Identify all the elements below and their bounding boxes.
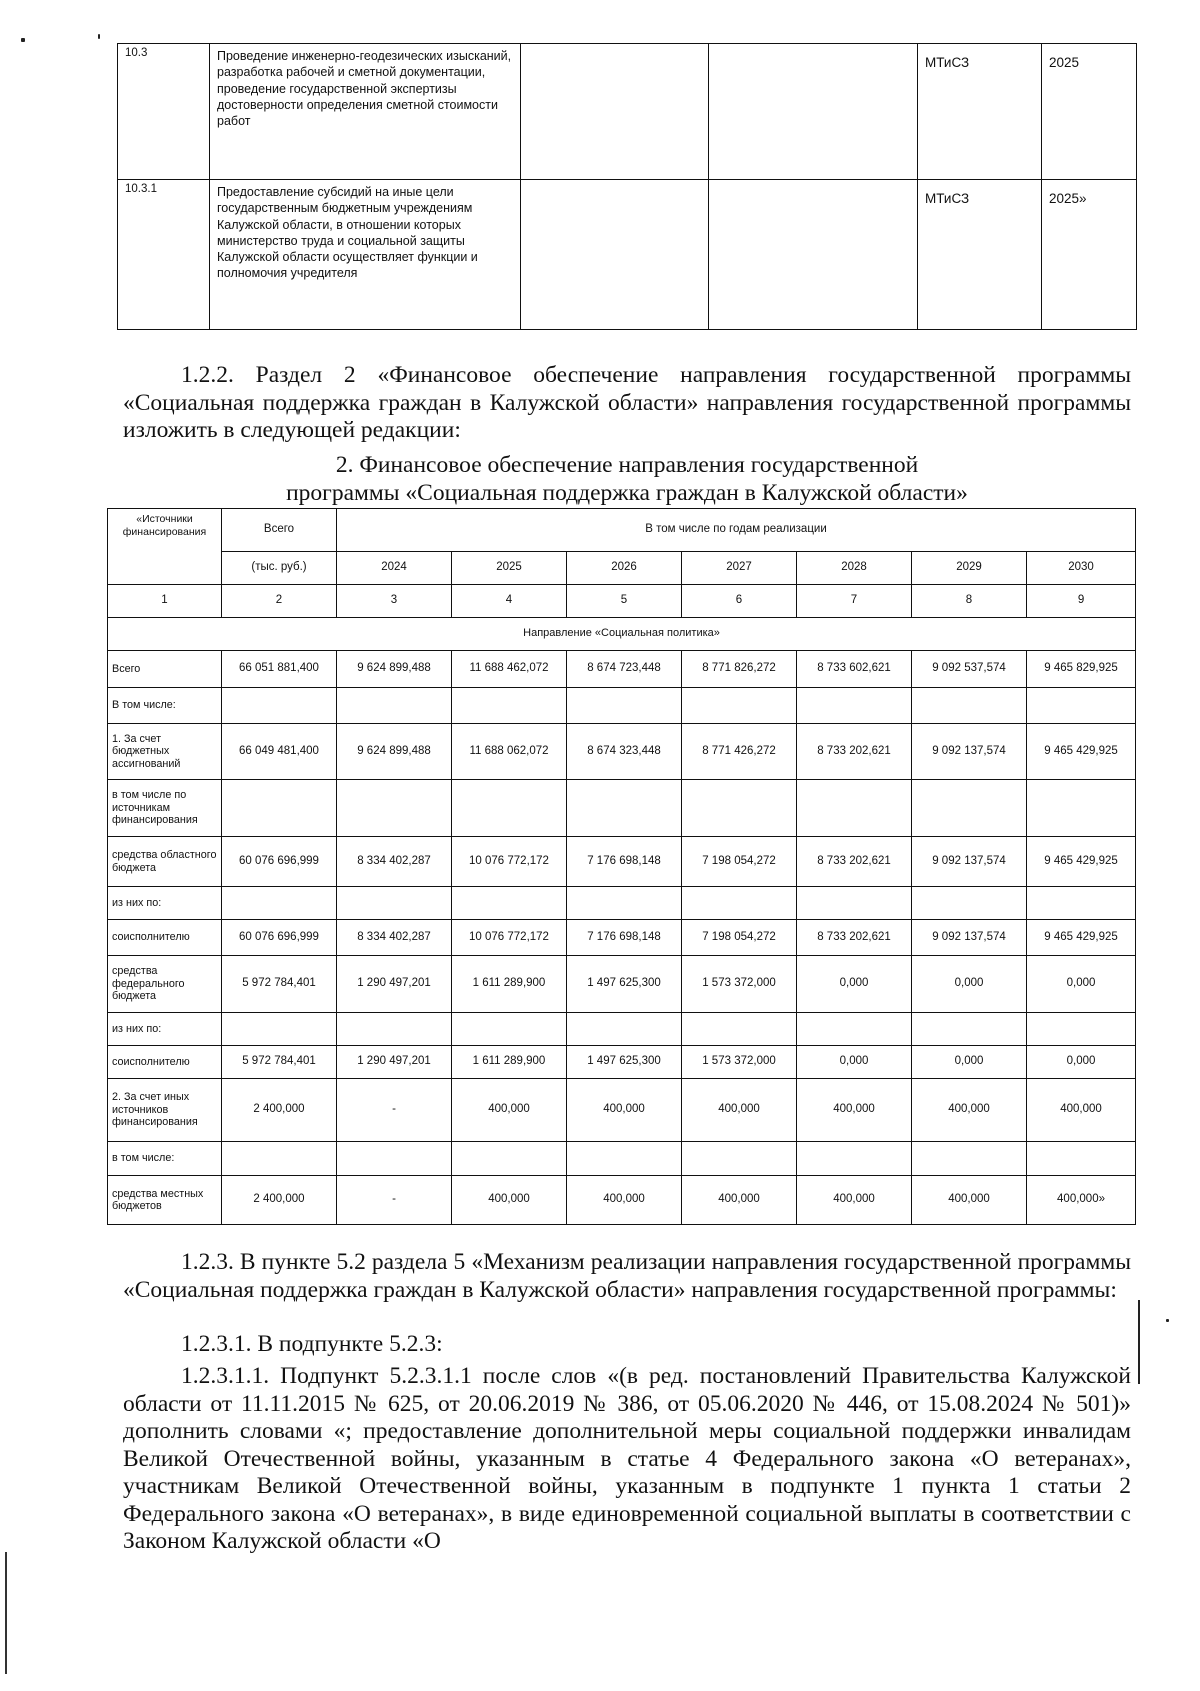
value-cell	[1027, 780, 1136, 837]
value-cell: 2 400,000	[222, 1079, 337, 1142]
value-cell: 9 465 429,925	[1027, 837, 1136, 887]
value-cell: 8 334 402,287	[337, 837, 452, 887]
value-cell	[452, 887, 567, 920]
year: 2025»	[1042, 180, 1137, 330]
year-header: 2025	[452, 552, 567, 585]
column-number: 9	[1027, 585, 1136, 618]
value-cell: 0,000	[1027, 1046, 1136, 1079]
value-cell: 8 733 202,621	[797, 837, 912, 887]
year: 2025	[1042, 44, 1137, 180]
value-cell: 8 771 426,272	[682, 724, 797, 780]
value-cell: 5 972 784,401	[222, 956, 337, 1013]
value-cell	[682, 1142, 797, 1176]
sources-header: «Источники финансирования	[108, 509, 222, 585]
value-cell	[912, 1013, 1027, 1046]
value-cell: 2 400,000	[222, 1176, 337, 1225]
value-cell	[1027, 688, 1136, 724]
value-cell: 9 465 429,925	[1027, 920, 1136, 956]
year-header: 2027	[682, 552, 797, 585]
value-cell: 0,000	[797, 956, 912, 1013]
column-number: 1	[108, 585, 222, 618]
value-cell: 66 049 481,400	[222, 724, 337, 780]
value-cell	[912, 688, 1027, 724]
value-cell: 7 198 054,272	[682, 920, 797, 956]
row-label: средства федерального бюджета	[108, 956, 222, 1013]
column-number: 3	[337, 585, 452, 618]
column-number: 8	[912, 585, 1027, 618]
table-row	[108, 1079, 1136, 1142]
value-cell: 10 076 772,172	[452, 920, 567, 956]
value-cell: 400,000»	[1027, 1176, 1136, 1225]
section-heading-line-1: 2. Финансовое обеспечение направления государственной	[335, 452, 919, 478]
executor: МТиСЗ	[918, 180, 1042, 330]
value-cell: -	[337, 1079, 452, 1142]
value-cell: 8 334 402,287	[337, 920, 452, 956]
value-cell: 7 198 054,272	[682, 837, 797, 887]
paragraph-1-2-3: 1.2.3. В пункте 5.2 раздела 5 «Механизм реализации направления государственной программы «Социальная поддержка граждан в Калужской области» направления государственной программы:	[123, 1249, 1131, 1303]
table-row	[108, 1176, 1136, 1225]
margin-mark	[1138, 1300, 1140, 1384]
value-cell	[452, 1142, 567, 1176]
table-row	[108, 1013, 1136, 1046]
empty-cell	[521, 44, 709, 180]
table-row	[108, 651, 1136, 688]
row-label: в том числе по источникам финансирования	[108, 780, 222, 837]
header-row	[108, 509, 1136, 552]
row-label: соисполнителю	[108, 1046, 222, 1079]
activity-text: Проведение инженерно-геодезических изысканий, разработка рабочей и сметной документации, проведение государственной экспертизы достоверности определения сметной стоимости работ	[210, 44, 521, 180]
value-cell	[567, 1013, 682, 1046]
value-cell	[567, 1142, 682, 1176]
value-cell	[912, 1142, 1027, 1176]
year-header: 2028	[797, 552, 912, 585]
column-numbers-row	[108, 585, 1136, 618]
paragraph-1-2-2: 1.2.2. Раздел 2 «Финансовое обеспечение направления государственной программы «Социальная поддержка граждан в Калужской области» направления государственной программы изложить в следующей редакции:	[123, 362, 1131, 443]
margin-mark	[5, 1552, 7, 1674]
column-number: 2	[222, 585, 337, 618]
unit-header: (тыс. руб.)	[222, 552, 337, 585]
value-cell: 9 465 429,925	[1027, 724, 1136, 780]
value-cell: 400,000	[797, 1176, 912, 1225]
value-cell: 400,000	[912, 1176, 1027, 1225]
value-cell	[337, 688, 452, 724]
value-cell: 9 092 137,574	[912, 920, 1027, 956]
value-cell	[337, 1013, 452, 1046]
row-label: в том числе:	[108, 1142, 222, 1176]
value-cell: 0,000	[912, 1046, 1027, 1079]
value-cell: 7 176 698,148	[567, 920, 682, 956]
row-label: из них по:	[108, 887, 222, 920]
row-label: 1. За счет бюджетных ассигнований	[108, 724, 222, 780]
finance-table-body	[108, 651, 1136, 1225]
row-label: соисполнителю	[108, 920, 222, 956]
value-cell: 1 611 289,900	[452, 1046, 567, 1079]
value-cell: 10 076 772,172	[452, 837, 567, 887]
value-cell	[452, 1013, 567, 1046]
value-cell: -	[337, 1176, 452, 1225]
value-cell	[797, 887, 912, 920]
value-cell: 66 051 881,400	[222, 651, 337, 688]
value-cell: 9 092 537,574	[912, 651, 1027, 688]
value-cell: 8 733 202,621	[797, 724, 912, 780]
value-cell: 0,000	[1027, 956, 1136, 1013]
value-cell: 0,000	[797, 1046, 912, 1079]
section-title: Направление «Социальная политика»	[108, 618, 1136, 651]
value-cell: 5 972 784,401	[222, 1046, 337, 1079]
value-cell	[222, 1013, 337, 1046]
table-row	[108, 837, 1136, 887]
value-cell	[682, 780, 797, 837]
table-row	[108, 780, 1136, 837]
value-cell: 400,000	[567, 1079, 682, 1142]
value-cell: 400,000	[1027, 1079, 1136, 1142]
activities-table	[117, 43, 1137, 330]
value-cell	[682, 688, 797, 724]
table-row	[108, 688, 1136, 724]
section-row	[108, 618, 1136, 651]
value-cell	[797, 780, 912, 837]
row-label: В том числе:	[108, 688, 222, 724]
value-cell: 60 076 696,999	[222, 837, 337, 887]
value-cell	[682, 887, 797, 920]
column-number: 5	[567, 585, 682, 618]
value-cell	[1027, 1142, 1136, 1176]
value-cell: 8 771 826,272	[682, 651, 797, 688]
value-cell: 400,000	[797, 1079, 912, 1142]
value-cell	[1027, 1013, 1136, 1046]
year-header: 2030	[1027, 552, 1136, 585]
value-cell: 1 290 497,201	[337, 956, 452, 1013]
value-cell	[1027, 887, 1136, 920]
value-cell	[452, 688, 567, 724]
value-cell: 8 674 723,448	[567, 651, 682, 688]
row-label: Всего	[108, 651, 222, 688]
value-cell	[567, 887, 682, 920]
paragraph-1-2-3-1-1: 1.2.3.1.1. Подпункт 5.2.3.1.1 после слов «(в ред. постановлений Правительства Калужской области от 11.11.2015 № 625, от 20.06.2019 № 386, от 05.06.2020 № 446, от 15.08.2024 № 501)» дополнить словами «; предоставление дополнительной меры социальной поддержки инвалидам Великой Отечественной войны, указанным в статье 4 Федерального закона «О ветеранах», участникам Великой Отечественной войны, указанным в подпункте 1 пункта 1 статьи 2 Федерального закона «О ветеранах», в виде единовременной социальной выплаты в соответствии с Законом Калужской области «О	[123, 1363, 1131, 1554]
scan-speck	[1166, 1319, 1169, 1322]
value-cell	[567, 688, 682, 724]
value-cell: 9 092 137,574	[912, 837, 1027, 887]
row-label: средства областного бюджета	[108, 837, 222, 887]
row-number: 10.3.1	[118, 180, 210, 330]
value-cell: 1 573 372,000	[682, 1046, 797, 1079]
value-cell: 1 573 372,000	[682, 956, 797, 1013]
value-cell: 400,000	[452, 1176, 567, 1225]
value-cell: 1 611 289,900	[452, 956, 567, 1013]
table-row	[108, 887, 1136, 920]
value-cell	[222, 780, 337, 837]
value-cell: 8 733 602,621	[797, 651, 912, 688]
value-cell	[797, 1013, 912, 1046]
value-cell: 1 290 497,201	[337, 1046, 452, 1079]
table-row	[108, 920, 1136, 956]
value-cell: 9 624 899,488	[337, 724, 452, 780]
value-cell: 7 176 698,148	[567, 837, 682, 887]
section-heading-line-2: программы «Социальная поддержка граждан в Калужской области»	[286, 480, 968, 506]
value-cell: 8 674 323,448	[567, 724, 682, 780]
value-cell	[222, 688, 337, 724]
table-row	[108, 1046, 1136, 1079]
row-label: 2. За счет иных источников финансирования	[108, 1079, 222, 1142]
row-label: из них по:	[108, 1013, 222, 1046]
value-cell: 9 465 829,925	[1027, 651, 1136, 688]
empty-cell	[709, 44, 918, 180]
value-cell: 400,000	[567, 1176, 682, 1225]
table-row	[108, 956, 1136, 1013]
finance-table	[107, 508, 1136, 1225]
header-row	[108, 552, 1136, 585]
value-cell: 1 497 625,300	[567, 956, 682, 1013]
empty-cell	[709, 180, 918, 330]
by-years-header: В том числе по годам реализации	[337, 509, 1136, 552]
value-cell: 400,000	[682, 1176, 797, 1225]
value-cell: 0,000	[912, 956, 1027, 1013]
year-header: 2026	[567, 552, 682, 585]
activity-text: Предоставление субсидий на иные цели государственным бюджетным учреждениям Калужской области, в отношении которых министерство труда и социальной защиты Калужской области осуществляет функции и полномочия учредителя	[210, 180, 521, 330]
value-cell	[912, 887, 1027, 920]
table-row	[118, 180, 1137, 330]
total-header: Всего	[222, 509, 337, 552]
value-cell: 8 733 202,621	[797, 920, 912, 956]
value-cell	[452, 780, 567, 837]
value-cell: 11 688 062,072	[452, 724, 567, 780]
table-row	[108, 1142, 1136, 1176]
value-cell: 400,000	[452, 1079, 567, 1142]
table-row	[118, 44, 1137, 180]
value-cell	[337, 887, 452, 920]
value-cell	[682, 1013, 797, 1046]
value-cell: 60 076 696,999	[222, 920, 337, 956]
value-cell	[567, 780, 682, 837]
scan-speck	[98, 34, 100, 39]
value-cell	[222, 1142, 337, 1176]
value-cell	[337, 1142, 452, 1176]
value-cell	[337, 780, 452, 837]
row-label: средства местных бюджетов	[108, 1176, 222, 1225]
column-number: 4	[452, 585, 567, 618]
value-cell: 9 092 137,574	[912, 724, 1027, 780]
value-cell: 400,000	[682, 1079, 797, 1142]
scan-speck	[21, 38, 25, 42]
value-cell	[912, 780, 1027, 837]
value-cell: 400,000	[912, 1079, 1027, 1142]
value-cell: 11 688 462,072	[452, 651, 567, 688]
executor: МТиСЗ	[918, 44, 1042, 180]
table-row	[108, 724, 1136, 780]
year-header: 2029	[912, 552, 1027, 585]
column-number: 7	[797, 585, 912, 618]
row-number: 10.3	[118, 44, 210, 180]
value-cell: 9 624 899,488	[337, 651, 452, 688]
value-cell	[797, 1142, 912, 1176]
value-cell	[797, 688, 912, 724]
paragraph-1-2-3-1: 1.2.3.1. В подпункте 5.2.3:	[181, 1331, 443, 1357]
value-cell	[222, 887, 337, 920]
year-header: 2024	[337, 552, 452, 585]
column-number: 6	[682, 585, 797, 618]
value-cell: 1 497 625,300	[567, 1046, 682, 1079]
empty-cell	[521, 180, 709, 330]
